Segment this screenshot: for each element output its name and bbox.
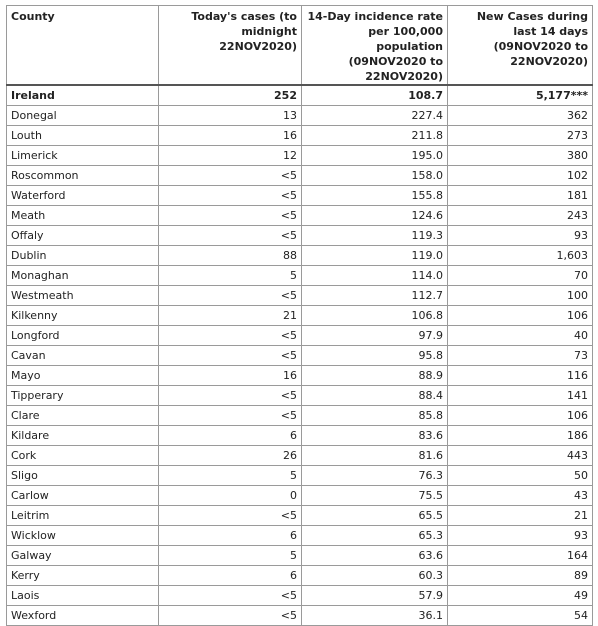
- county-cell: Leitrim: [7, 506, 159, 526]
- table-row: [7, 266, 593, 286]
- county-cell: Tipperary: [7, 386, 159, 406]
- todays-cases-cell: 88: [159, 246, 302, 266]
- header-row: [7, 6, 593, 86]
- table-row: [7, 406, 593, 426]
- county-cell: Galway: [7, 546, 159, 566]
- table-row: [7, 486, 593, 506]
- todays-cases-cell: 12: [159, 146, 302, 166]
- incidence-rate-cell: 65.5: [302, 506, 448, 526]
- todays-cases-cell: 6: [159, 526, 302, 546]
- incidence-rate-cell: 195.0: [302, 146, 448, 166]
- table-row: [7, 166, 593, 186]
- new-cases-cell: 40: [448, 326, 593, 346]
- incidence-rate-cell: 155.8: [302, 186, 448, 206]
- todays-cases-cell: 5: [159, 546, 302, 566]
- incidence-rate-cell: 36.1: [302, 606, 448, 626]
- todays-cases-cell: 21: [159, 306, 302, 326]
- todays-cases-cell: 5: [159, 466, 302, 486]
- incidence-rate-cell: 95.8: [302, 346, 448, 366]
- table-row: [7, 586, 593, 606]
- new-cases-cell: 21: [448, 506, 593, 526]
- new-cases-cell: 443: [448, 446, 593, 466]
- county-cell: Wexford: [7, 606, 159, 626]
- incidence-rate-cell: 114.0: [302, 266, 448, 286]
- table-row: [7, 126, 593, 146]
- table-row: [7, 186, 593, 206]
- county-cell: Westmeath: [7, 286, 159, 306]
- incidence-rate-cell: 88.9: [302, 366, 448, 386]
- new-cases-cell: 89: [448, 566, 593, 586]
- table-row: [7, 106, 593, 126]
- table-row: [7, 226, 593, 246]
- incidence-rate-cell: 57.9: [302, 586, 448, 606]
- todays-cases-cell: <5: [159, 186, 302, 206]
- county-cell: Clare: [7, 406, 159, 426]
- new-cases-cell: 49: [448, 586, 593, 606]
- incidence-rate-cell: 88.4: [302, 386, 448, 406]
- todays-cases-cell: <5: [159, 586, 302, 606]
- county-cell: Longford: [7, 326, 159, 346]
- county-cell: Mayo: [7, 366, 159, 386]
- todays-cases-cell: <5: [159, 206, 302, 226]
- new-cases-cell: 380: [448, 146, 593, 166]
- new-cases-cell: 181: [448, 186, 593, 206]
- county-cell: Meath: [7, 206, 159, 226]
- todays-cases-cell: 16: [159, 366, 302, 386]
- table-row: [7, 306, 593, 326]
- table-row: [7, 566, 593, 586]
- incidence-rate-cell: 60.3: [302, 566, 448, 586]
- incidence-rate-cell: 81.6: [302, 446, 448, 466]
- table-row-total: [7, 85, 593, 106]
- new-cases-cell: 141: [448, 386, 593, 406]
- new-cases-cell: 70: [448, 266, 593, 286]
- todays-cases-cell: 26: [159, 446, 302, 466]
- header-todays-cases: Today's cases (to midnight 22NOV2020): [159, 6, 302, 86]
- todays-cases-cell: <5: [159, 346, 302, 366]
- table-row: [7, 326, 593, 346]
- todays-cases-cell: <5: [159, 226, 302, 246]
- table-row: [7, 606, 593, 626]
- incidence-rate-cell: 119.0: [302, 246, 448, 266]
- todays-cases-cell: 252: [159, 85, 302, 106]
- todays-cases-cell: <5: [159, 286, 302, 306]
- table-body: [7, 85, 593, 626]
- new-cases-cell: 116: [448, 366, 593, 386]
- table-row: [7, 386, 593, 406]
- todays-cases-cell: <5: [159, 606, 302, 626]
- new-cases-cell: 73: [448, 346, 593, 366]
- county-cell: Limerick: [7, 146, 159, 166]
- county-cell: Sligo: [7, 466, 159, 486]
- todays-cases-cell: <5: [159, 166, 302, 186]
- incidence-rate-cell: 63.6: [302, 546, 448, 566]
- table-row: [7, 466, 593, 486]
- incidence-rate-cell: 227.4: [302, 106, 448, 126]
- county-cell: Kilkenny: [7, 306, 159, 326]
- todays-cases-cell: <5: [159, 506, 302, 526]
- table-row: [7, 526, 593, 546]
- header-county: County: [7, 6, 159, 86]
- county-cell: Carlow: [7, 486, 159, 506]
- county-cell: Ireland: [7, 85, 159, 106]
- incidence-rate-cell: 65.3: [302, 526, 448, 546]
- new-cases-cell: 106: [448, 306, 593, 326]
- county-cell: Louth: [7, 126, 159, 146]
- new-cases-cell: 186: [448, 426, 593, 446]
- todays-cases-cell: 5: [159, 266, 302, 286]
- header-incidence-rate: 14-Day incidence rate per 100,000 population (09NOV2020 to 22NOV2020): [302, 6, 448, 86]
- todays-cases-cell: 6: [159, 426, 302, 446]
- new-cases-cell: 93: [448, 226, 593, 246]
- county-cell: Waterford: [7, 186, 159, 206]
- table-row: [7, 446, 593, 466]
- table-row: [7, 506, 593, 526]
- todays-cases-cell: <5: [159, 406, 302, 426]
- new-cases-cell: 273: [448, 126, 593, 146]
- county-cell: Donegal: [7, 106, 159, 126]
- county-cell: Kerry: [7, 566, 159, 586]
- todays-cases-cell: <5: [159, 326, 302, 346]
- new-cases-cell: 5,177***: [448, 85, 593, 106]
- new-cases-cell: 100: [448, 286, 593, 306]
- incidence-rate-cell: 76.3: [302, 466, 448, 486]
- county-cell: Kildare: [7, 426, 159, 446]
- table-header: [7, 6, 593, 86]
- new-cases-cell: 93: [448, 526, 593, 546]
- incidence-rate-cell: 108.7: [302, 85, 448, 106]
- incidence-rate-cell: 106.8: [302, 306, 448, 326]
- new-cases-cell: 43: [448, 486, 593, 506]
- incidence-rate-cell: 97.9: [302, 326, 448, 346]
- todays-cases-cell: 13: [159, 106, 302, 126]
- county-cell: Laois: [7, 586, 159, 606]
- incidence-rate-cell: 83.6: [302, 426, 448, 446]
- table-row: [7, 246, 593, 266]
- table-row: [7, 426, 593, 446]
- table-row: [7, 546, 593, 566]
- county-cell: Cavan: [7, 346, 159, 366]
- county-cases-table: [6, 5, 593, 626]
- incidence-rate-cell: 85.8: [302, 406, 448, 426]
- new-cases-cell: 106: [448, 406, 593, 426]
- county-cell: Monaghan: [7, 266, 159, 286]
- incidence-rate-cell: 211.8: [302, 126, 448, 146]
- header-new-cases: New Cases during last 14 days (09NOV2020 to 22NOV2020): [448, 6, 593, 86]
- table-row: [7, 286, 593, 306]
- table-row: [7, 146, 593, 166]
- todays-cases-cell: <5: [159, 386, 302, 406]
- todays-cases-cell: 0: [159, 486, 302, 506]
- county-cell: Offaly: [7, 226, 159, 246]
- todays-cases-cell: 6: [159, 566, 302, 586]
- new-cases-cell: 50: [448, 466, 593, 486]
- incidence-rate-cell: 75.5: [302, 486, 448, 506]
- new-cases-cell: 164: [448, 546, 593, 566]
- incidence-rate-cell: 119.3: [302, 226, 448, 246]
- county-cell: Wicklow: [7, 526, 159, 546]
- incidence-rate-cell: 124.6: [302, 206, 448, 226]
- new-cases-cell: 1,603: [448, 246, 593, 266]
- county-cell: Dublin: [7, 246, 159, 266]
- table-row: [7, 346, 593, 366]
- new-cases-cell: 362: [448, 106, 593, 126]
- new-cases-cell: 102: [448, 166, 593, 186]
- todays-cases-cell: 16: [159, 126, 302, 146]
- new-cases-cell: 243: [448, 206, 593, 226]
- table-row: [7, 366, 593, 386]
- incidence-rate-cell: 112.7: [302, 286, 448, 306]
- county-cell: Roscommon: [7, 166, 159, 186]
- county-cell: Cork: [7, 446, 159, 466]
- table-row: [7, 206, 593, 226]
- incidence-rate-cell: 158.0: [302, 166, 448, 186]
- new-cases-cell: 54: [448, 606, 593, 626]
- table-container: [6, 5, 592, 626]
